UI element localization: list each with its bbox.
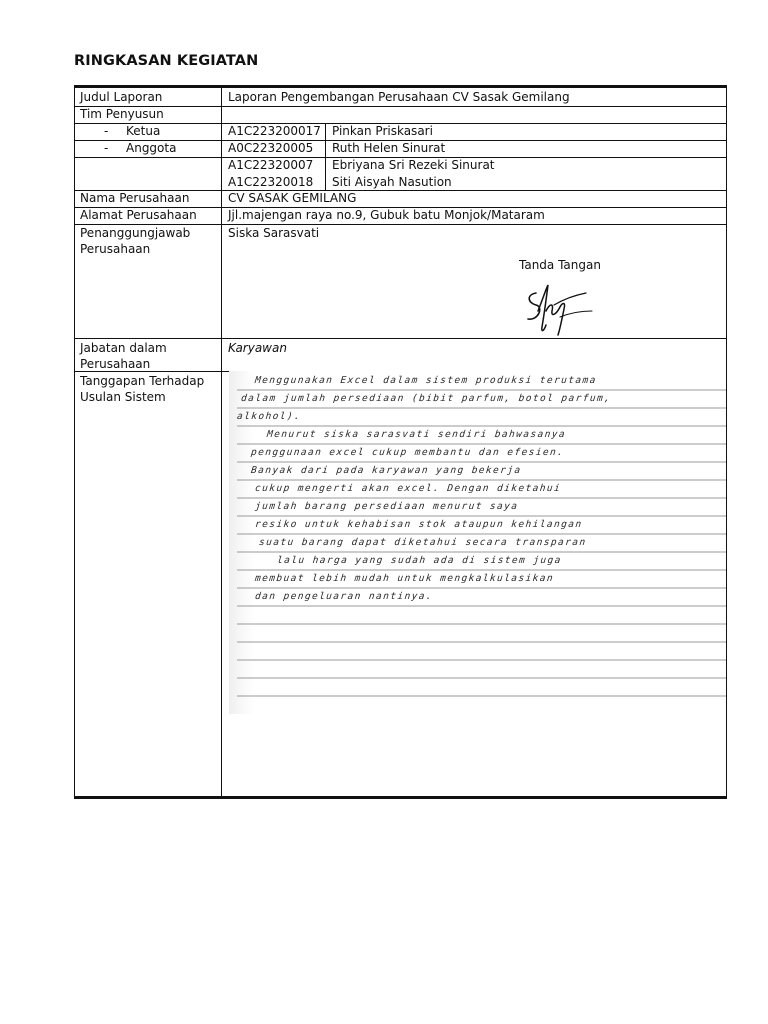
handwriting-line: lalu harga yang sudah ada di sistem juga: [276, 555, 563, 566]
table-top-rule: [74, 85, 727, 88]
handwriting-line: dan pengeluaran nantinya.: [254, 591, 434, 602]
bullet-anggota: -: [104, 141, 109, 155]
nim-anggota-1: A0C22320005: [228, 141, 314, 155]
handwriting-line: membuat lebih mudah untuk mengkalkulasikan: [254, 573, 555, 584]
name-anggota-2: Ebriyana Sri Rezeki Sinurat: [332, 158, 495, 172]
name-anggota-3: Siti Aisyah Nasution: [332, 175, 452, 189]
label-tanggapan-1: Tanggapan Terhadap: [80, 374, 205, 388]
label-alamat-perusahaan: Alamat Perusahaan: [80, 208, 197, 222]
value-jabatan: Karyawan: [228, 341, 287, 355]
handwriting-line: resiko untuk kehabisan stok ataupun kehilangan: [254, 519, 584, 530]
nim-anggota-3: A1C22320018: [228, 175, 314, 189]
handwriting-line: dalam jumlah persediaan (bibit parfum, botol parfum,: [240, 393, 612, 404]
value-nama-perusahaan: CV SASAK GEMILANG: [228, 191, 357, 205]
handwriting-line: jumlah barang persediaan menurut saya: [254, 501, 519, 512]
label-penanggungjawab-2: Perusahaan: [80, 242, 151, 256]
signature-image: [524, 281, 599, 339]
name-anggota-1: Ruth Helen Sinurat: [332, 141, 446, 155]
value-penanggungjawab: Siska Sarasvati: [228, 226, 320, 240]
handwriting-line: Banyak dari pada karyawan yang bekerja: [250, 465, 523, 476]
table-bottom-rule: [74, 796, 727, 799]
label-nama-perusahaan: Nama Perusahaan: [80, 191, 190, 205]
handwritten-note-scan: [229, 371, 726, 714]
handwriting-line: penggunaan excel cukup membantu dan efesien.: [250, 447, 565, 458]
value-alamat-perusahaan: Jjl.majengan raya no.9, Gubuk batu Monjok/Mataram: [228, 208, 545, 222]
handwriting-line: suatu barang dapat diketahui secara transparan: [258, 537, 588, 548]
label-tanggapan-2: Usulan Sistem: [80, 390, 166, 404]
label-tim-penyusun: Tim Penyusun: [80, 107, 164, 121]
nim-ketua: A1C223200017: [228, 124, 321, 138]
handwriting-line: alkohol).: [236, 411, 302, 422]
tanda-tangan-label: Tanda Tangan: [519, 258, 601, 272]
bullet-ketua: -: [104, 124, 109, 138]
row-line: [74, 106, 727, 107]
label-ketua: Ketua: [126, 124, 161, 138]
label-anggota: Anggota: [126, 141, 177, 155]
handwriting-line: Menggunakan Excel dalam sistem produksi terutama: [254, 375, 598, 386]
page-title: RINGKASAN KEGIATAN: [74, 53, 259, 69]
label-jabatan-2: Perusahaan: [80, 357, 151, 371]
label-judul-laporan: Judul Laporan: [80, 90, 163, 104]
label-jabatan-1: Jabatan dalam: [80, 341, 167, 355]
handwriting-line: cukup mengerti akan excel. Dengan diketahui: [254, 483, 562, 494]
column-divider: [221, 88, 222, 796]
table-border-left: [74, 88, 75, 796]
nim-anggota-2: A1C22320007: [228, 158, 314, 172]
value-judul-laporan: Laporan Pengembangan Perusahaan CV Sasak Gemilang: [228, 90, 570, 104]
name-ketua: Pinkan Priskasari: [332, 124, 433, 138]
handwriting-line: Menurut siska sarasvati sendiri bahwasanya: [266, 429, 567, 440]
summary-table: [74, 85, 727, 799]
table-border-right: [726, 88, 727, 796]
row-line: [74, 338, 727, 339]
label-penanggungjawab-1: Penanggungjawab: [80, 226, 191, 240]
